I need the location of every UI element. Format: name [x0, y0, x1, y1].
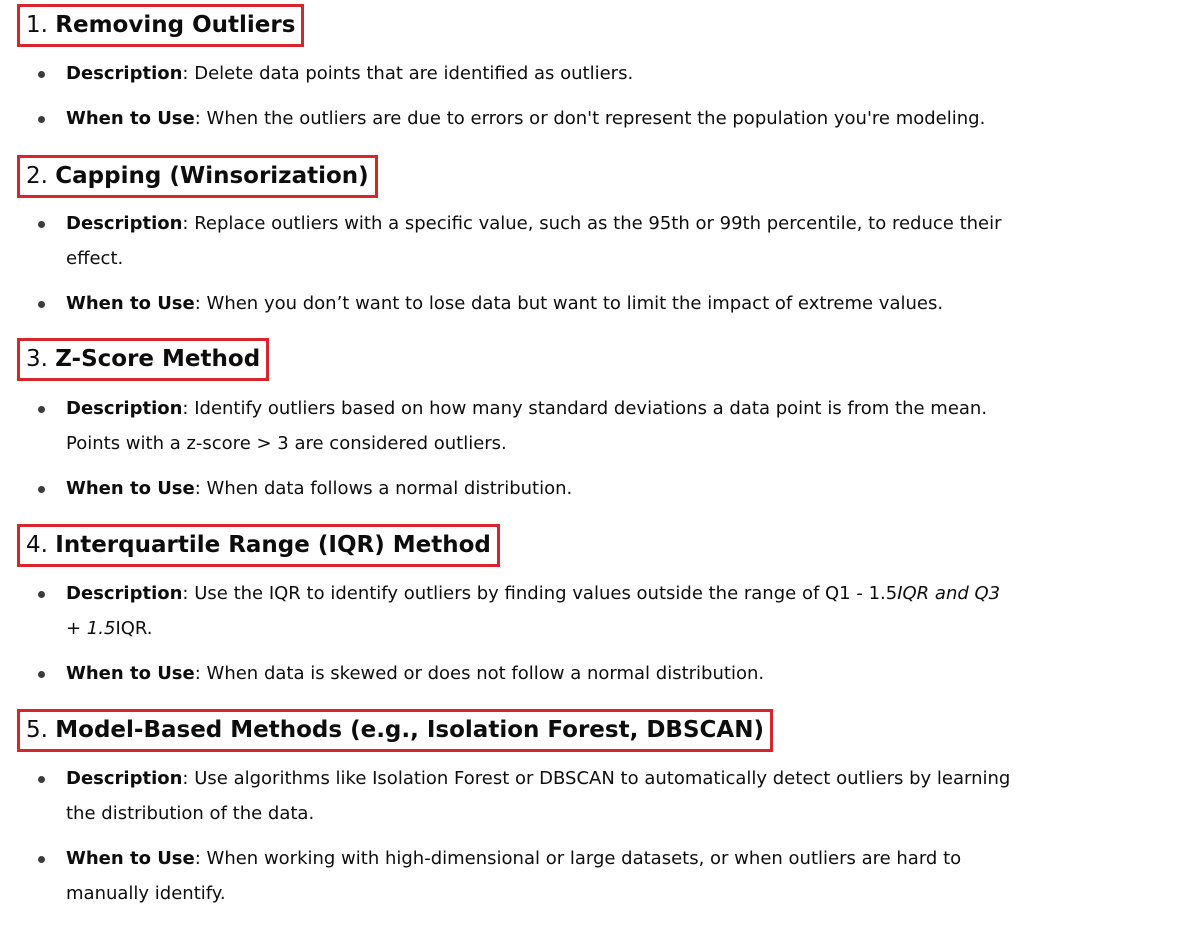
section-number: 1.	[26, 12, 48, 38]
description-text: IQR.	[115, 618, 153, 639]
description-text: Replace outliers with a specific value, such as the 95th or 99th percentile, to reduce their	[194, 213, 1002, 234]
label-separator: :	[194, 293, 207, 314]
section-4-description	[66, 576, 1001, 646]
when-label: When to Use	[66, 848, 195, 869]
label-separator: :	[182, 63, 195, 84]
label-separator: :	[182, 213, 195, 234]
bullet-dot	[38, 221, 45, 228]
label-separator: :	[182, 768, 195, 789]
when-text: When data is skewed or does not follow a normal distribution.	[206, 663, 765, 684]
section-4-when-to-use	[66, 656, 991, 691]
bullet-dot	[38, 406, 45, 413]
label-separator: :	[182, 583, 195, 604]
section-3-description	[66, 391, 991, 461]
bullet-dot	[38, 71, 45, 78]
section-5-description	[66, 761, 1011, 831]
section-4-heading	[17, 524, 500, 567]
description-text: Use the IQR to identify outliers by finding values outside the range of Q1 - 1.5	[194, 583, 898, 604]
section-number: 4.	[26, 532, 48, 558]
description-text: Use algorithms like Isolation Forest or DBSCAN to automatically detect outliers by learning	[194, 768, 1011, 789]
section-number: 2.	[26, 163, 48, 189]
bullet-dot	[38, 116, 45, 123]
section-title: Z-Score Method	[55, 346, 261, 372]
section-number: 5.	[26, 717, 48, 743]
description-label: Description	[66, 768, 183, 789]
section-1-when-to-use	[66, 101, 991, 136]
description-text: effect.	[66, 248, 124, 269]
section-title: Removing Outliers	[55, 12, 296, 38]
when-text: When you don’t want to lose data but want to limit the impact of extreme values.	[206, 293, 944, 314]
section-title: Model-Based Methods (e.g., Isolation Forest, DBSCAN)	[55, 717, 764, 743]
description-italic: IQR and Q3	[897, 583, 1001, 604]
bullet-dot	[38, 776, 45, 783]
bullet-dot	[38, 591, 45, 598]
section-2-description	[66, 206, 1002, 276]
section-title: Capping (Winsorization)	[55, 163, 369, 189]
description-text: Delete data points that are identified as outliers.	[194, 63, 634, 84]
section-2-heading	[17, 155, 378, 198]
label-separator: :	[194, 108, 207, 129]
description-italic: + 1.5	[66, 618, 116, 639]
section-3-heading	[17, 338, 269, 381]
when-label: When to Use	[66, 663, 195, 684]
bullet-dot	[38, 856, 45, 863]
when-text: When data follows a normal distribution.	[206, 478, 573, 499]
when-text: manually identify.	[66, 883, 226, 904]
when-label: When to Use	[66, 108, 195, 129]
description-label: Description	[66, 213, 183, 234]
section-title: Interquartile Range (IQR) Method	[55, 532, 491, 558]
bullet-dot	[38, 301, 45, 308]
section-3-when-to-use	[66, 471, 991, 506]
section-number: 3.	[26, 346, 48, 372]
when-label: When to Use	[66, 293, 195, 314]
when-text: When the outliers are due to errors or don't represent the population you're modeling.	[206, 108, 986, 129]
section-2-when-to-use	[66, 286, 991, 321]
section-1-heading	[17, 4, 304, 47]
label-separator: :	[194, 848, 207, 869]
when-label: When to Use	[66, 478, 195, 499]
description-text: Points with a z-score > 3 are considered outliers.	[66, 433, 507, 454]
description-text: Identify outliers based on how many standard deviations a data point is from the mean.	[194, 398, 988, 419]
section-1-description	[66, 56, 991, 91]
label-separator: :	[182, 398, 195, 419]
section-5-when-to-use	[66, 841, 991, 911]
when-text: When working with high-dimensional or large datasets, or when outliers are hard to	[206, 848, 962, 869]
section-5-heading	[17, 709, 773, 752]
bullet-dot	[38, 671, 45, 678]
description-text: the distribution of the data.	[66, 803, 315, 824]
description-label: Description	[66, 63, 183, 84]
label-separator: :	[194, 478, 207, 499]
bullet-dot	[38, 486, 45, 493]
description-label: Description	[66, 583, 183, 604]
label-separator: :	[194, 663, 207, 684]
description-label: Description	[66, 398, 183, 419]
